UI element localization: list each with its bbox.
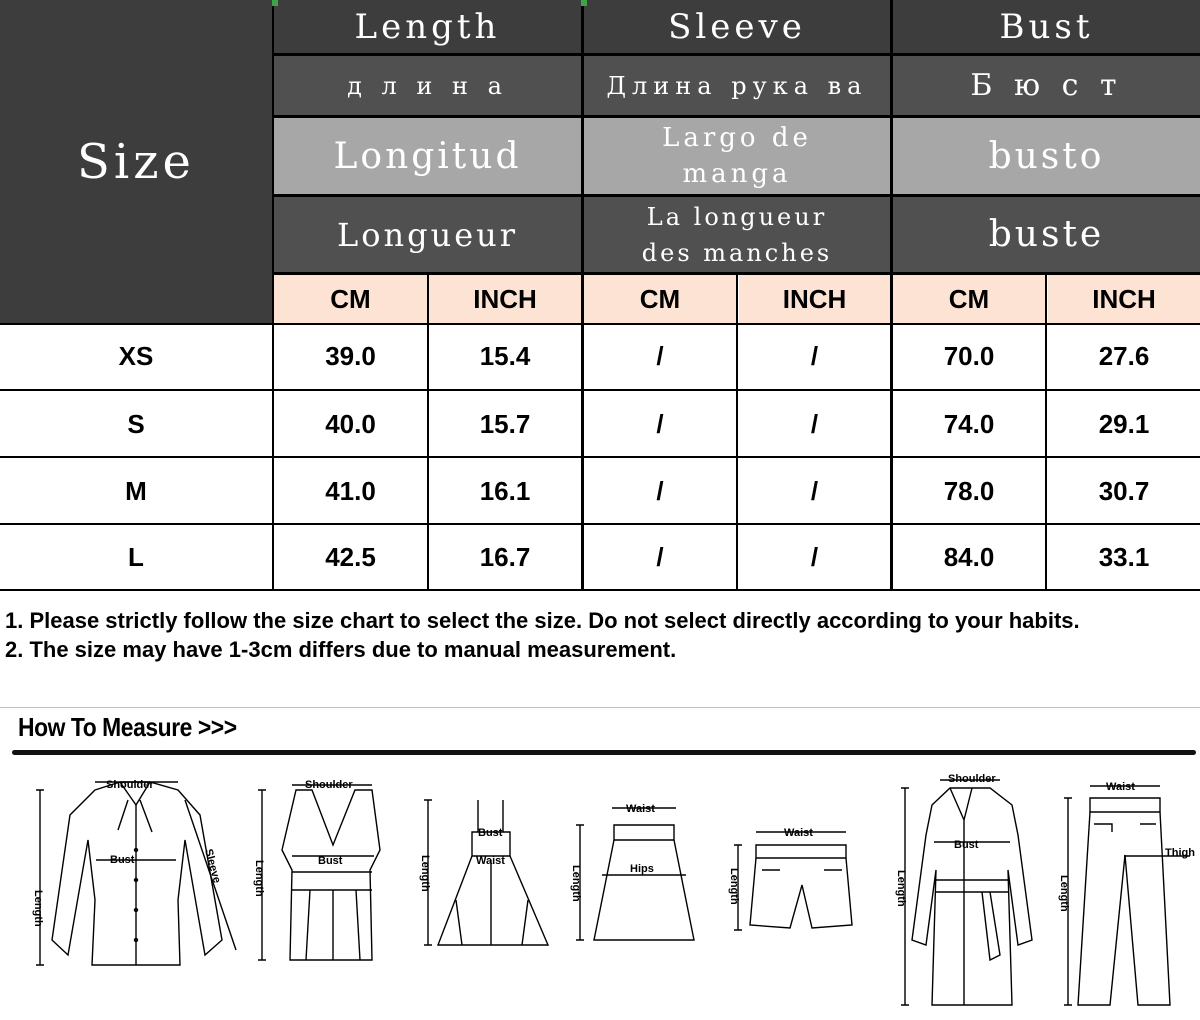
length-label: Length [570, 865, 582, 902]
value-cell: / [810, 340, 819, 371]
value-cell: 15.4 [479, 340, 531, 371]
value-cell: 40.0 [325, 408, 376, 439]
header-sleeve-es: Largo de manga [584, 118, 890, 194]
value-cell: / [810, 408, 819, 439]
header-bust-ru: Б ю с т [893, 56, 1200, 115]
value-cell: / [810, 542, 819, 572]
waist-label: Waist [1106, 781, 1135, 793]
header-sleeve-fr: La longueur des manches [584, 197, 890, 272]
length-label: Length [895, 870, 907, 907]
value-cell: 27.6 [1098, 340, 1150, 371]
unit-cell: INCH [739, 275, 890, 323]
value-cell: 39.0 [325, 340, 376, 371]
hips-label: Hips [630, 863, 654, 875]
measure-diagrams [0, 760, 1200, 1020]
value-cell: 41.0 [325, 475, 376, 506]
header-length-fr: Longueur [274, 197, 581, 272]
unit-cell: CM [584, 275, 736, 323]
value-cell: 42.5 [325, 542, 376, 572]
value-cell: / [656, 475, 664, 506]
dress-diagram [419, 800, 548, 945]
header-sleeve-ru: Длина рука ва [584, 56, 890, 115]
value-cell: / [656, 340, 664, 371]
size-cell: S [127, 408, 145, 439]
bust-label: Bust [954, 839, 979, 851]
note-item: 2. The size may have 1-3cm differs due to manual measurement. [5, 637, 677, 662]
how-to-measure-title: How To Measure >>> [18, 712, 237, 742]
unit-cell: INCH [429, 275, 581, 323]
value-cell: / [810, 475, 819, 506]
tank-top-diagram [253, 779, 380, 960]
value-cell: / [656, 542, 664, 572]
size-cell: M [125, 475, 147, 506]
bust-label: Bust [110, 854, 135, 866]
length-label: Length [32, 890, 44, 927]
size-cell: L [128, 542, 144, 572]
header-length-en: Length [274, 0, 581, 53]
bust-label: Bust [318, 855, 343, 867]
sleeve-label: Sleeve [202, 847, 223, 885]
value-cell: 29.1 [1098, 408, 1150, 439]
pants-diagram [1058, 781, 1195, 1005]
waist-label: Waist [626, 803, 655, 815]
header-length-ru: д л и н а [274, 56, 581, 115]
value-cell: 74.0 [943, 408, 995, 439]
shoulder-label: Shoulder [948, 773, 996, 785]
header-length-es: Longitud [274, 118, 581, 194]
unit-cell: CM [893, 275, 1045, 323]
value-cell: 16.7 [479, 542, 531, 572]
bust-label: Bust [478, 827, 503, 839]
length-label: Length [419, 855, 431, 892]
length-label: Length [1058, 875, 1070, 912]
header-bust-en: Bust [893, 0, 1200, 53]
section-divider [12, 750, 1196, 755]
size-cell: XS [118, 340, 154, 371]
shoulder-label: Shoulder [305, 779, 353, 791]
skirt-diagram [570, 803, 694, 940]
header-bust-es: busto [893, 118, 1200, 194]
value-cell: 30.7 [1098, 475, 1150, 506]
coat-diagram [895, 773, 1032, 1005]
size-header-label: Size [77, 133, 195, 190]
waist-label: Waist [476, 855, 505, 867]
thigh-label: Thigh [1165, 847, 1195, 859]
value-cell: 33.1 [1098, 542, 1150, 572]
shoulder-label: Shoulder [106, 779, 154, 791]
unit-cell: CM [274, 275, 427, 323]
value-cell: 15.7 [479, 408, 531, 439]
header-sleeve-en: Sleeve [584, 0, 890, 53]
value-cell: 16.1 [479, 475, 531, 506]
value-cell: 70.0 [943, 340, 995, 371]
value-cell: 78.0 [943, 475, 995, 506]
value-cell: 84.0 [943, 542, 995, 572]
length-label: Length [253, 860, 265, 897]
note-item: 1. Please strictly follow the size chart to select the size. Do not select directly according to your habits. [5, 608, 1080, 633]
blouse-diagram [32, 779, 236, 965]
value-cell: / [656, 408, 664, 439]
header-bust-fr: buste [893, 197, 1200, 272]
shorts-diagram [728, 827, 852, 930]
waist-label: Waist [784, 827, 813, 839]
notes [5, 606, 1085, 664]
length-label: Length [728, 868, 740, 905]
unit-cell: INCH [1048, 275, 1200, 323]
size-header-cell [0, 0, 272, 323]
